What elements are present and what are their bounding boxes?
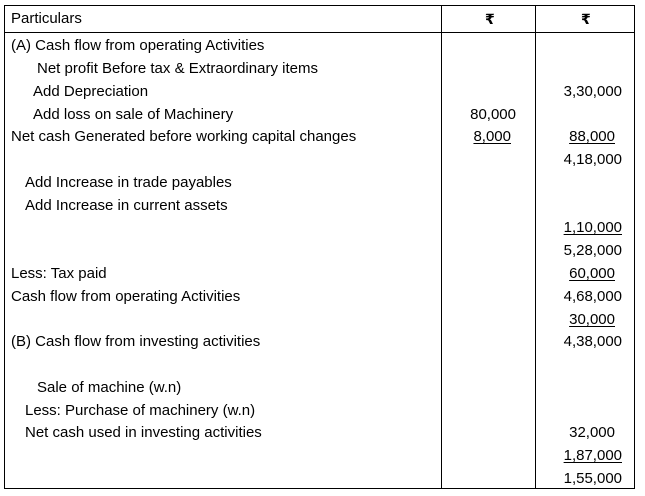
less-tax-label: Less: Tax paid xyxy=(11,265,107,282)
add-depreciation-amount: 3,30,000 xyxy=(563,83,622,100)
after-cfo-amount: 30,000 xyxy=(569,311,615,328)
sale-of-machine-label: Sale of machine (w.n) xyxy=(37,379,182,396)
add-trade-payables-label: Add Increase in trade payables xyxy=(25,174,232,191)
working-capital-total: 1,10,000 xyxy=(563,219,622,236)
add-loss-amount: 80,000 xyxy=(470,106,516,123)
after-investing-amount: 1,87,000 xyxy=(563,447,622,464)
net-cash-investing-amount: 32,000 xyxy=(569,424,615,441)
subtotal-2: 5,28,000 xyxy=(563,242,622,259)
net-cash-before-wc-label: Net cash Generated before working capital changes xyxy=(11,128,357,145)
column-divider-1 xyxy=(441,5,442,489)
final-total: 1,55,000 xyxy=(563,470,622,487)
net-cash-before-wc-col2: 88,000 xyxy=(569,128,615,145)
add-loss-label: Add loss on sale of Machinery xyxy=(33,106,234,123)
section-b-amount: 4,38,000 xyxy=(563,333,622,350)
net-profit-label: Net profit Before tax & Extraordinary items xyxy=(37,60,318,77)
cfo-label: Cash flow from operating Activities xyxy=(11,288,241,305)
header-divider xyxy=(4,32,635,33)
header-rupee-col2: ₹ xyxy=(581,11,591,27)
add-current-assets-label: Add Increase in current assets xyxy=(25,197,228,214)
header-rupee-col1: ₹ xyxy=(485,11,495,27)
header-particulars: Particulars xyxy=(11,10,82,27)
column-divider-2 xyxy=(535,5,536,489)
less-tax-amount: 60,000 xyxy=(569,265,615,282)
add-depreciation-label: Add Depreciation xyxy=(33,83,149,100)
subtotal-1: 4,18,000 xyxy=(563,151,622,168)
section-b-heading: (B) Cash flow from investing activities xyxy=(11,333,261,350)
net-cash-before-wc-col1: 8,000 xyxy=(473,128,511,145)
less-purchase-label: Less: Purchase of machinery (w.n) xyxy=(25,402,256,419)
section-a-heading: (A) Cash flow from operating Activities xyxy=(11,37,265,54)
net-cash-investing-label: Net cash used in investing activities xyxy=(25,424,262,441)
cfo-amount: 4,68,000 xyxy=(563,288,622,305)
